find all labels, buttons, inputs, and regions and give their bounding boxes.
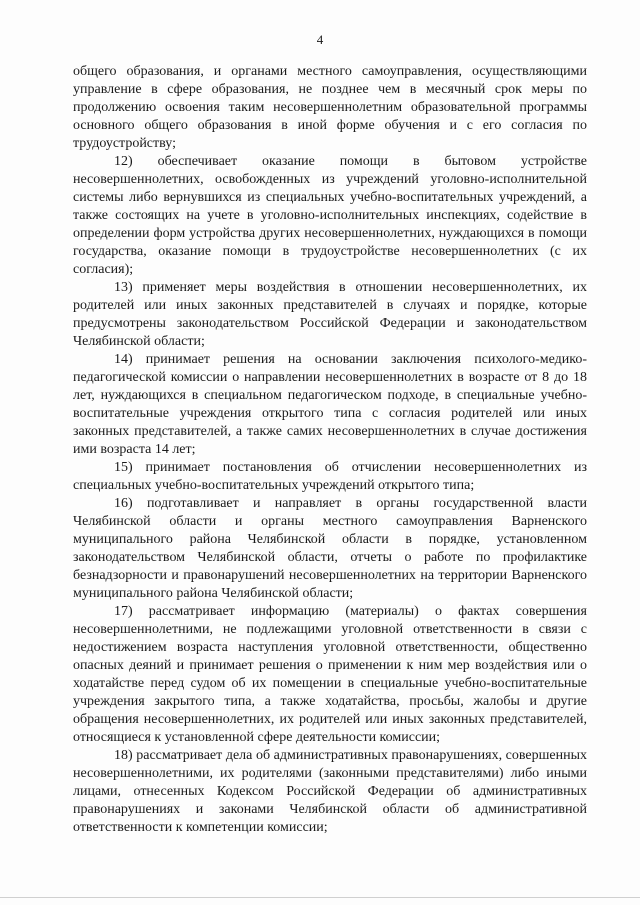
scan-bottom-edge [0, 897, 640, 898]
paragraph-item-17: 17) рассматривает информацию (материалы) о фактах совершения несовершеннолетними, не подлежащими уголовной ответственности в связи с недостижением возраста наступления уголовной ответственности, общественно опасных деяний и принимает решения о применении к ним мер воздействия или о ходатайстве перед судом об их помещении в специальные учебно-воспитательные учреждения закрытого типа, а также ходатайства, просьбы, жалобы и другие обращения несовершеннолетних, их родителей или иных законных представителей, относящиеся к установленной сфере деятельности комиссии; [73, 604, 587, 745]
paragraph-item-15: 15) принимает постановления об отчислении несовершеннолетних из специальных учебно-воспитательных учреждений открытого типа; [73, 460, 587, 493]
document-body [73, 63, 587, 837]
page-number: 4 [316, 32, 324, 47]
paragraph-item-12: 12) обеспечивает оказание помощи в бытовом устройстве несовершеннолетних, освобожденных из учреждений уголовно-исполнительной системы либо вернувшихся из специальных учебно-воспитательных учреждений, а также состоящих на учете в уголовно-исполнительных инспекциях, содействие в определении форм устройства других несовершеннолетних, нуждающихся в помощи государства, оказание помощи в трудоустройстве несовершеннолетних (с их согласия); [73, 154, 587, 277]
paragraph-item-18: 18) рассматривает дела об административных правонарушениях, совершенных несовершеннолетними, их родителями (законными представителями) либо иными лицами, отнесенных Кодексом Российской Федерации об административных правонарушениях и законами Челябинской области об административной ответственности к компетенции комиссии; [73, 748, 587, 835]
paragraph-item-16: 16) подготавливает и направляет в органы государственной власти Челябинской области и органы местного самоуправления Варненского муниципального района Челябинской области в порядке, установленном законодательством Челябинской области, отчеты о работе по профилактике безнадзорности и правонарушений несовершеннолетних на территории Варненского муниципального района Челябинской области; [73, 496, 587, 601]
paragraph-item-13: 13) применяет меры воздействия в отношении несовершеннолетних, их родителей или иных законных представителей в случаях и порядке, которые предусмотрены законодательством Российской Федерации и законодательством Челябинской области; [73, 280, 587, 349]
paragraph-continuation: общего образования, и органами местного самоуправления, осуществляющими управление в сфере образования, не позднее чем в месячный срок меры по продолжению освоения таким несовершеннолетним образовательной программы основного общего образования в иной форме обучения и с его согласия по трудоустройству; [73, 64, 587, 151]
paragraph-item-14: 14) принимает решения на основании заключения психолого-медико-педагогической комиссии о направлении несовершеннолетних в возрасте от 8 до 18 лет, нуждающихся в специальном педагогическом подходе, в специальные учебно-воспитательные учреждения открытого типа с согласия родителей или иных законных представителей, а также самих несовершеннолетних в случае достижения ими возраста 14 лет; [73, 352, 587, 457]
